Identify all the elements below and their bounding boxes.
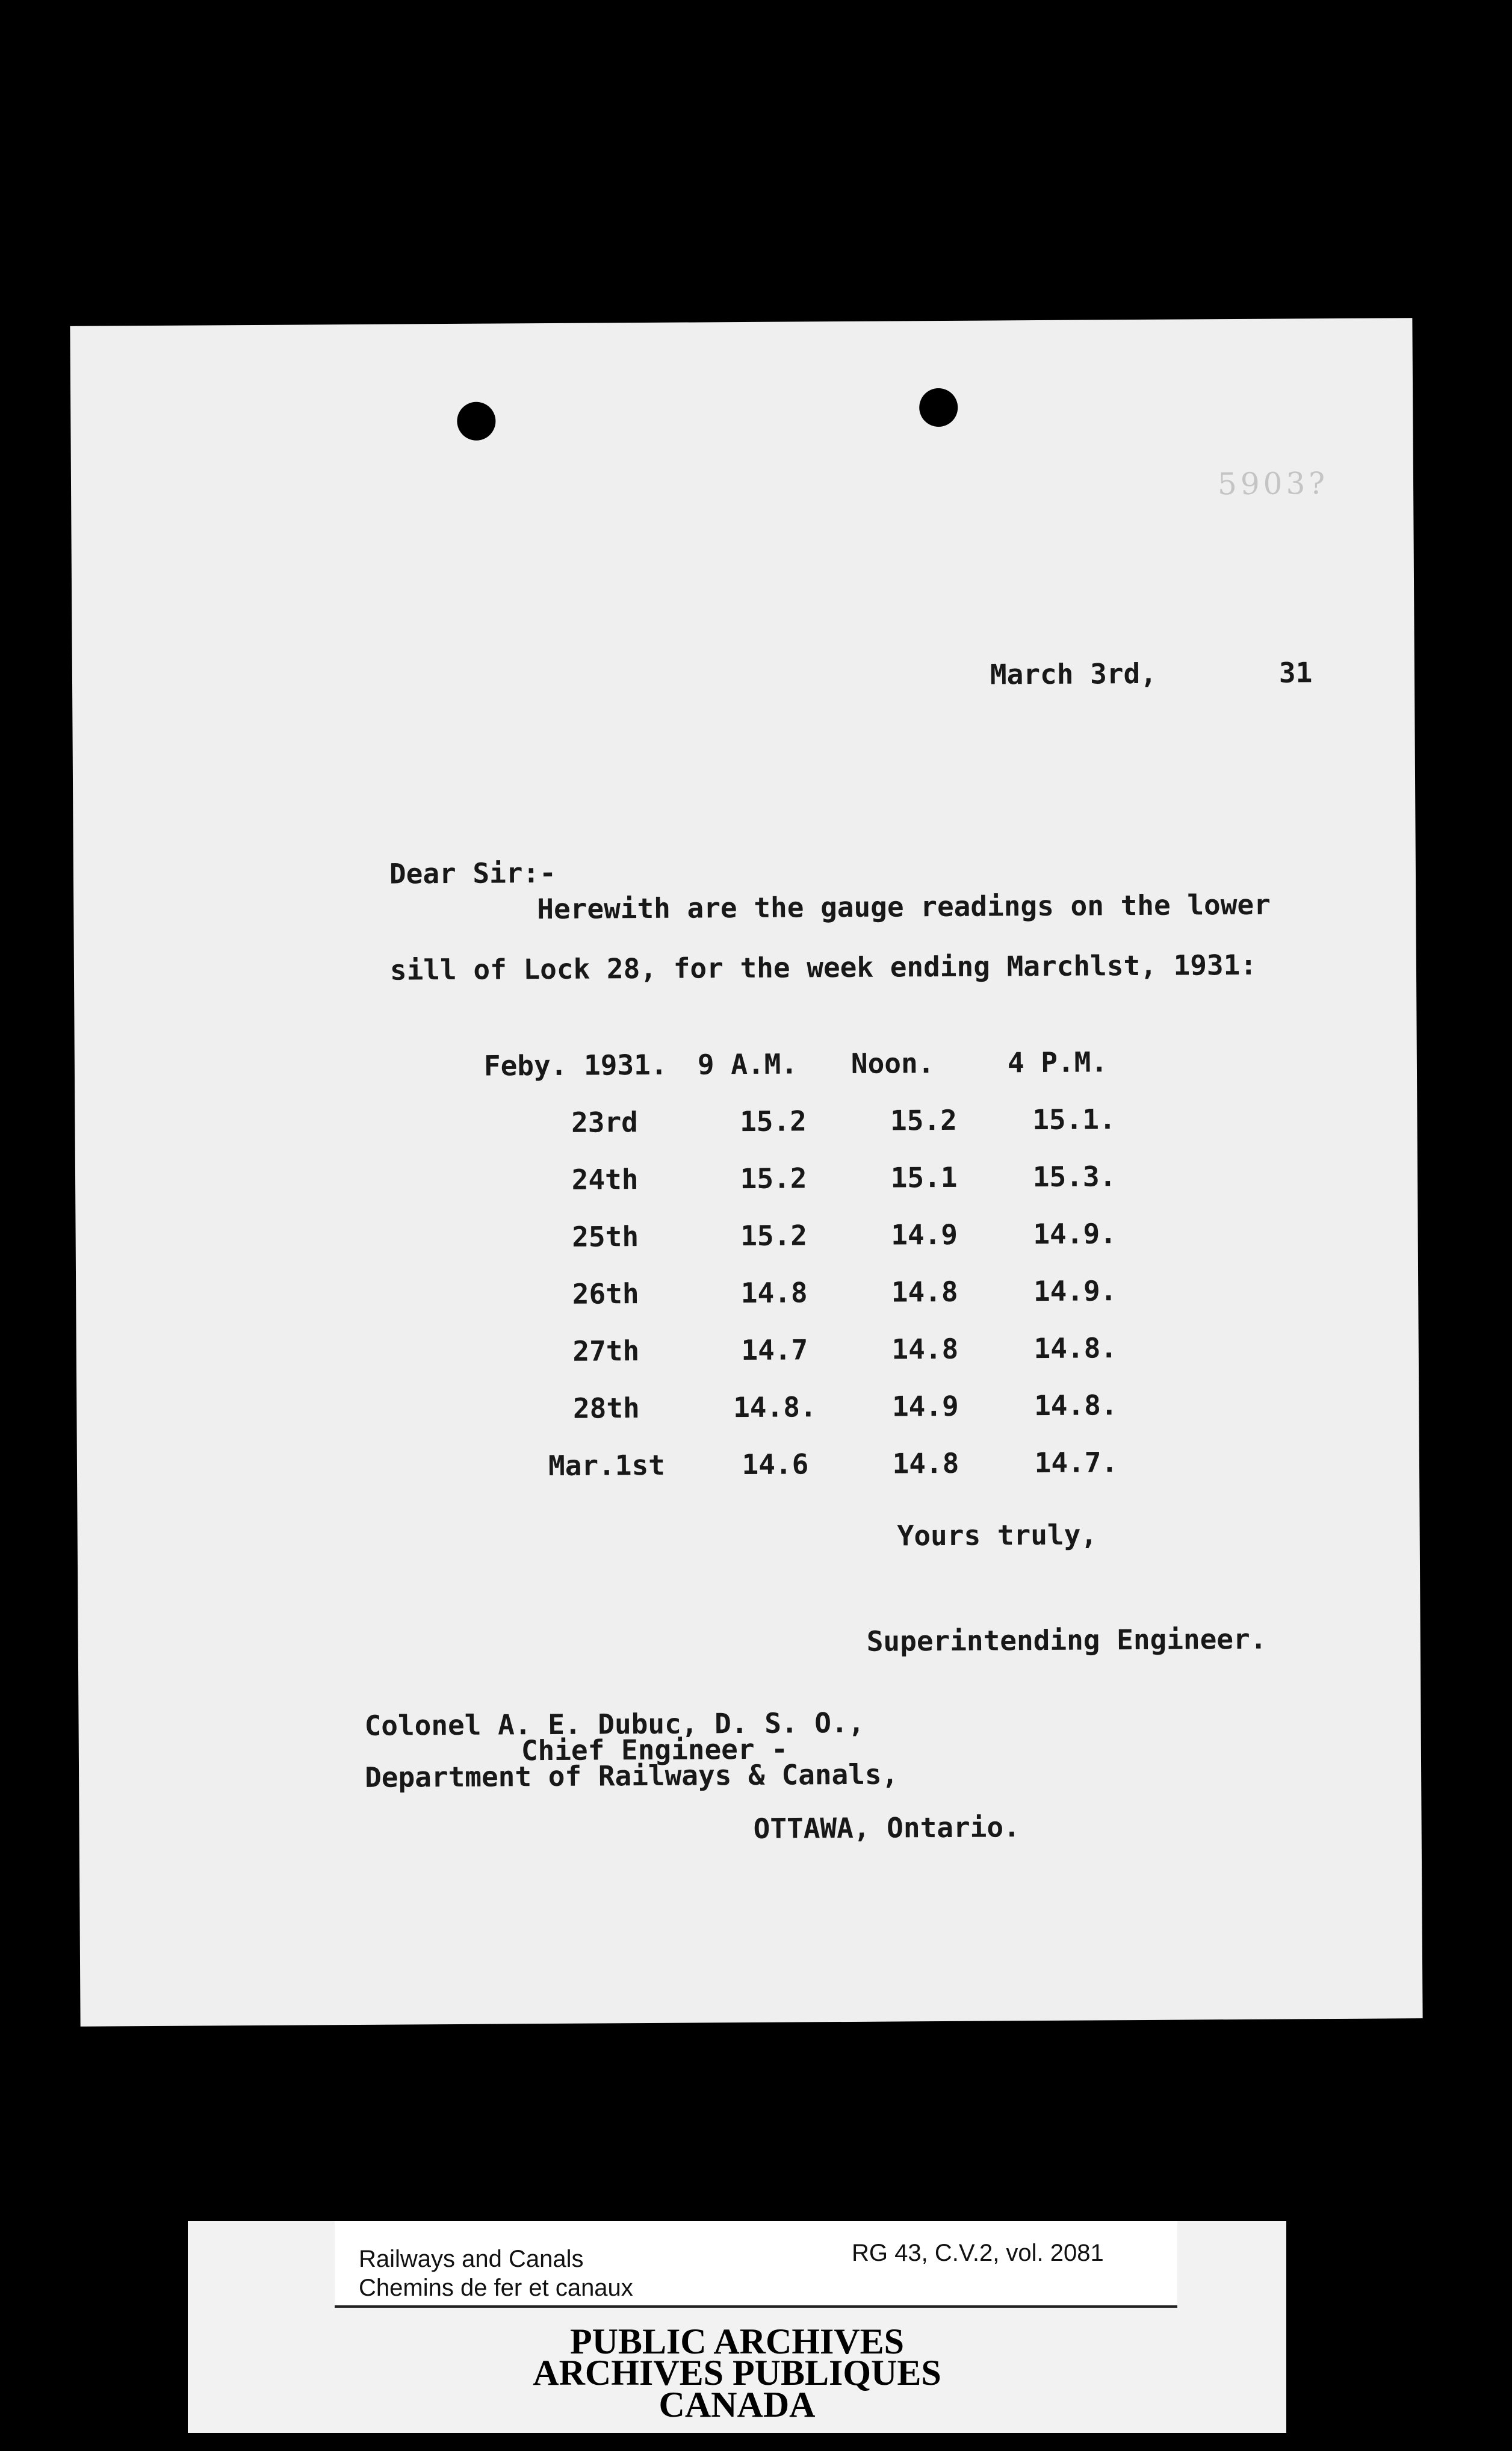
reading-4pm-cell: 15.3.	[1032, 1160, 1117, 1194]
address-line-2: Chief Engineer -	[521, 1732, 789, 1767]
punch-hole-left	[457, 402, 495, 441]
row-date-cell: 28th	[572, 1392, 640, 1425]
row-date-cell: Mar.1st	[548, 1448, 666, 1483]
reading-4pm-cell: 14.8.	[1033, 1389, 1118, 1422]
row-date-cell: 24th	[571, 1163, 639, 1196]
reading-9am-cell: 14.7	[741, 1333, 808, 1367]
row-date-cell: 23rd	[571, 1106, 639, 1139]
archive-title-2: ARCHIVES PUBLIQUES	[533, 2353, 941, 2393]
letter-year: 31	[1278, 656, 1313, 689]
reading-4pm-cell: 15.1.	[1032, 1103, 1116, 1136]
row-date-cell: 27th	[572, 1334, 640, 1368]
signature-title: Superintending Engineer.	[866, 1622, 1267, 1658]
archive-dept-fr: Chemins de fer et canaux	[359, 2275, 633, 2301]
header-noon: Noon.	[850, 1047, 935, 1080]
header-date-col: Feby. 1931.	[483, 1048, 668, 1082]
closing: Yours truly,	[897, 1518, 1098, 1552]
reading-noon-cell: 14.9	[891, 1389, 959, 1423]
archive-number-stamp: 5903?	[1217, 466, 1329, 502]
reading-4pm-cell: 14.9.	[1033, 1217, 1117, 1251]
header-9am: 9 A.M.	[697, 1047, 798, 1081]
reading-noon-cell: 15.2	[890, 1103, 958, 1137]
reading-9am-cell: 15.2	[740, 1162, 807, 1195]
reading-4pm-cell: 14.7.	[1034, 1446, 1118, 1480]
archive-title-3: CANADA	[658, 2385, 816, 2425]
reading-noon-cell: 14.8	[892, 1446, 959, 1480]
reading-9am-cell: 15.2	[740, 1219, 808, 1253]
reading-noon-cell: 14.9	[891, 1218, 958, 1251]
reading-9am-cell: 15.2	[739, 1105, 807, 1138]
punch-hole-right	[919, 388, 958, 427]
archive-reference: RG 43, C.V.2, vol. 2081	[852, 2240, 1104, 2266]
letter-date: March 3rd,	[990, 657, 1157, 691]
address-line-4: OTTAWA, Ontario.	[753, 1811, 1020, 1845]
address-line-3: Department of Railways & Canals,	[364, 1758, 899, 1794]
row-date-cell: 25th	[572, 1220, 639, 1253]
letter-page	[70, 318, 1422, 2027]
body-line-1: Herewith are the gauge readings on the lower	[537, 888, 1271, 926]
archive-dept-en: Railways and Canals	[359, 2246, 584, 2272]
reading-4pm-cell: 14.9.	[1033, 1274, 1117, 1308]
address-line-1: Colonel A. E. Dubuc, D. S. O.,	[364, 1706, 865, 1742]
reading-noon-cell: 15.1	[890, 1160, 958, 1194]
header-4pm: 4 P.M.	[1007, 1046, 1108, 1079]
reading-9am-cell: 14.8	[740, 1276, 808, 1310]
salutation: Dear Sir:-	[389, 856, 557, 890]
reading-noon-cell: 14.8	[891, 1275, 958, 1309]
reading-9am-cell: 14.8.	[733, 1390, 817, 1424]
archive-title-1: PUBLIC ARCHIVES	[569, 2322, 905, 2361]
row-date-cell: 26th	[572, 1277, 639, 1310]
reading-4pm-cell: 14.8.	[1033, 1331, 1118, 1365]
reading-noon-cell: 14.8	[891, 1332, 959, 1366]
body-line-2: sill of Lock 28, for the week ending Marchlst, 1931:	[389, 948, 1257, 987]
reading-9am-cell: 14.6	[742, 1448, 809, 1481]
